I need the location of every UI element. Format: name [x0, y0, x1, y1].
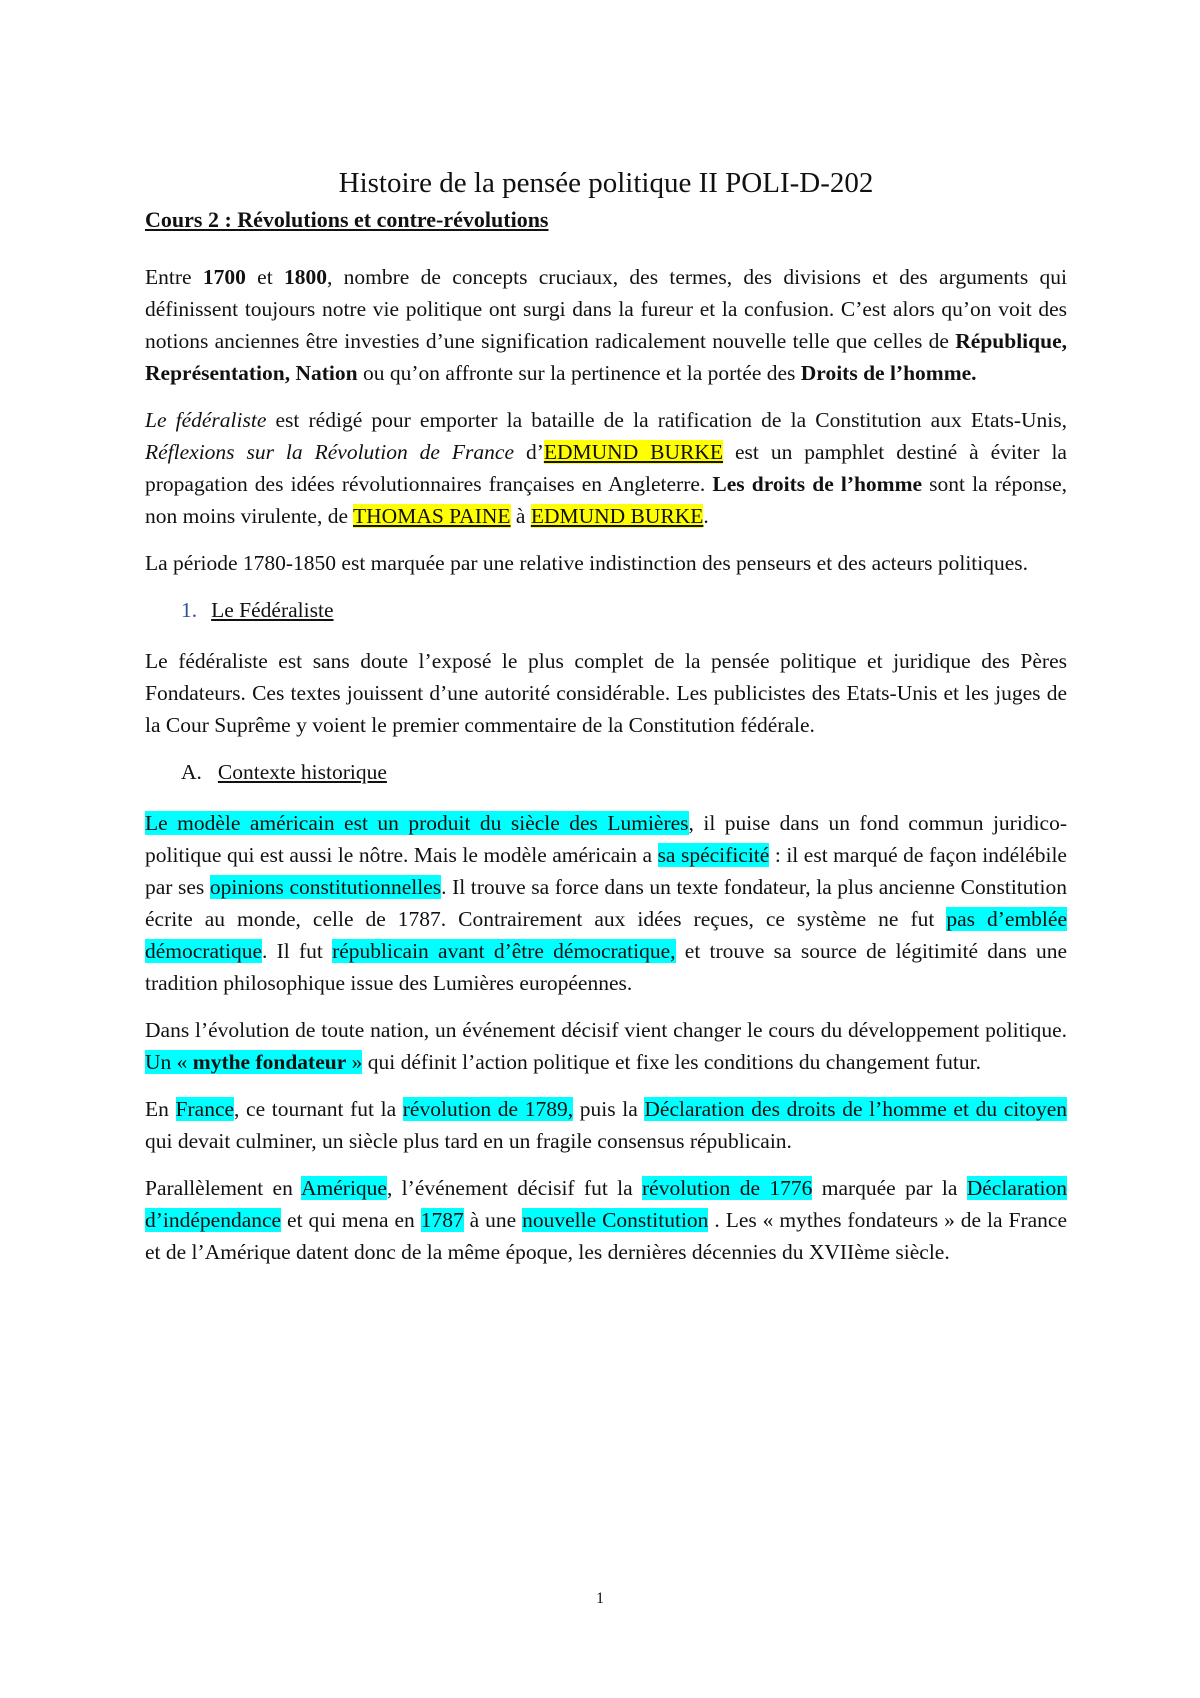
- text: .: [703, 504, 709, 528]
- italic-text: Réflexions sur la Révolution de France: [145, 440, 515, 464]
- paragraph-modele-americain: [145, 807, 1067, 999]
- paragraph-federaliste: Le fédéraliste est sans doute l’exposé le plus complet de la pensée politique et juridique des Pères Fondateurs. Ces textes jouissent d’une autorité considérable. Les publicistes des Etats-Unis et les juges de la Cour Suprême y voient le premier commentaire de la Constitution fédérale.: [145, 649, 1067, 737]
- list-letter: A.: [181, 760, 202, 784]
- highlight-cyan: révolution de 1776: [642, 1176, 813, 1200]
- highlight-cyan: Déclaration des droits de l’homme et du citoyen: [644, 1097, 1068, 1121]
- paragraph-mythe-fondateur: [145, 1014, 1067, 1078]
- highlight-cyan: révolution de 1789,: [402, 1097, 574, 1121]
- highlight-cyan: Amérique: [301, 1176, 387, 1200]
- highlight-cyan: 1787: [420, 1208, 464, 1232]
- section-heading-a: [181, 756, 1067, 788]
- text: , ce tournant fut la: [234, 1097, 403, 1121]
- text: . Il fut: [262, 939, 333, 963]
- highlight-cyan: pas d’emblée démocratique: [145, 907, 1067, 963]
- bold-text: 1700: [202, 265, 246, 289]
- text: d’: [514, 440, 544, 464]
- text: et: [245, 265, 284, 289]
- italic-text: Le fédéraliste: [145, 408, 267, 432]
- highlight-cyan-bold: mythe fondateur: [192, 1050, 347, 1074]
- bold-text: Les droits de l’homme: [712, 472, 923, 496]
- list-number: 1.: [181, 598, 198, 622]
- text: qui définit l’action politique et fixe les conditions du changement futur.: [362, 1050, 981, 1074]
- text: : il est marqué de façon indélébile par ses: [145, 843, 1067, 899]
- text: , l’événement décisif fut la: [386, 1176, 643, 1200]
- highlight-cyan: France: [175, 1097, 235, 1121]
- highlight-cyan: Le modèle américain est un produit du siècle des Lumières: [145, 811, 689, 835]
- text: . Il trouve sa force dans un texte fondateur, la plus ancienne Constitution écrite au monde, celle de 1787. Contrairement aux idées reçues, ce système ne fut: [145, 875, 1067, 931]
- text: marquée par la: [812, 1176, 967, 1200]
- text: est rédigé pour emporter la bataille de la ratification de la Constitution aux Etats-Unis,: [266, 408, 1067, 432]
- text: Dans l’évolution de toute nation, un événement décisif vient changer le cours du développement politique.: [145, 1018, 1067, 1042]
- course-subtitle: Cours 2 : Révolutions et contre-révolutions: [145, 207, 549, 232]
- text: et qui mena en: [281, 1208, 421, 1232]
- highlight-cyan: opinions constitutionnelles: [209, 875, 442, 899]
- text: et trouve sa source de légitimité dans une tradition philosophique issue des Lumières européennes.: [145, 939, 1067, 995]
- paragraph-intro: [145, 261, 1067, 389]
- bold-text: République, Représentation, Nation: [145, 329, 1067, 385]
- section-label: Le Fédéraliste: [211, 598, 334, 622]
- text: qui devait culminer, un siècle plus tard en un fragile consensus républicain.: [145, 1129, 792, 1153]
- highlight-yellow: EDMUND BURKE: [543, 440, 724, 464]
- highlight-cyan: républicain avant d’être démocratique,: [332, 939, 676, 963]
- text: à: [510, 504, 531, 528]
- text: , nombre de concepts cruciaux, des termes, des divisions et des arguments qui définissent toujours notre vie politique ont surgi dans la fureur et la confusion. C’est alors qu’on voit des notions anciennes être investies d’une signification radicalement nouvelle telle que celles de: [145, 265, 1067, 353]
- text: puis la: [573, 1097, 645, 1121]
- highlight-yellow: EDMUND BURKE: [530, 504, 704, 528]
- text: . Les « mythes fondateurs » de la France et de l’Amérique datent donc de la même époque, les dernières décennies du XVIIème siècle.: [145, 1208, 1068, 1264]
- paragraph-france: [145, 1093, 1067, 1157]
- bold-text: 1800: [283, 265, 327, 289]
- highlight-yellow: THOMAS PAINE: [353, 504, 511, 528]
- text: En: [145, 1097, 176, 1121]
- text: sont la réponse, non moins virulente, de: [145, 472, 1067, 528]
- bold-text: Droits de l’homme.: [800, 361, 977, 385]
- text: , il puise dans un fond commun juridico-politique qui est aussi le nôtre. Mais le modèle américain a: [145, 811, 1067, 867]
- section-heading-1: [181, 594, 1067, 626]
- text: à une: [463, 1208, 523, 1232]
- paragraph-amerique: [145, 1172, 1067, 1268]
- text: ou qu’on affronte sur la pertinence et la portée des: [357, 361, 801, 385]
- paragraph-federaliste-intro: [145, 404, 1067, 532]
- page-number: 1: [596, 1590, 604, 1607]
- highlight-cyan: Déclaration d’indépendance: [145, 1176, 1068, 1232]
- highlight-cyan: nouvelle Constitution: [522, 1208, 709, 1232]
- document-title: Histoire de la pensée politique II POLI-D-202: [338, 167, 874, 199]
- text: Parallèlement en: [145, 1176, 301, 1200]
- text: est un pamphlet destiné à éviter la propagation des idées révolutionnaires françaises en Angleterre.: [145, 440, 1067, 496]
- paragraph-periode: La période 1780-1850 est marquée par une relative indistinction des penseurs et des acteurs politiques.: [145, 551, 1029, 575]
- highlight-cyan: sa spécificité: [657, 843, 770, 867]
- highlight-cyan: »: [346, 1050, 363, 1074]
- highlight-cyan: Un «: [145, 1050, 193, 1074]
- section-label: Contexte historique: [217, 760, 387, 784]
- text: Entre: [145, 265, 203, 289]
